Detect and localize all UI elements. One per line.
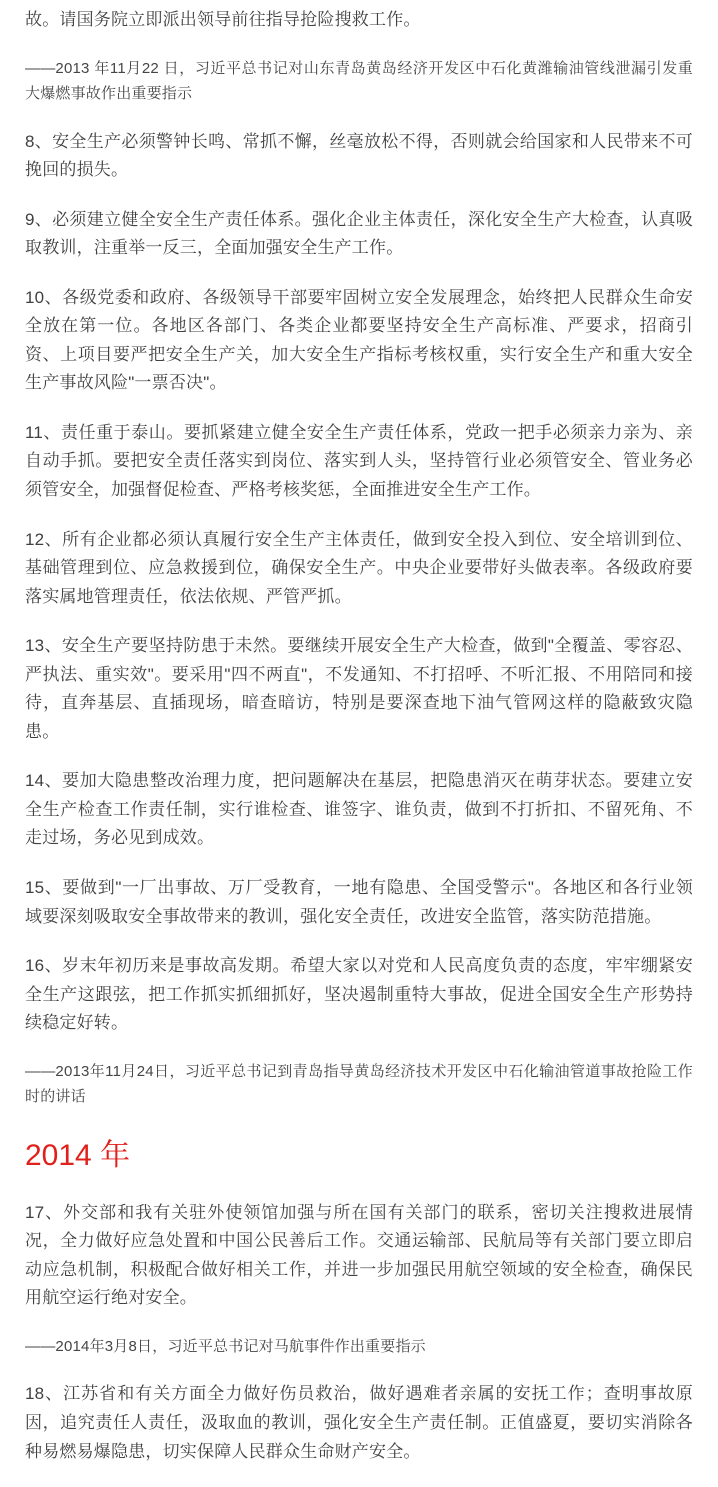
citation-source: ——2013 年11月22 日，习近平总书记对山东青岛黄岛经济开发区中石化黄潍输油管线泄漏引发重大爆燃事故作出重要指示 — [25, 59, 693, 103]
citation-source: ——2014年3月8日，习近平总书记对马航事件作出重要指示 — [25, 1337, 426, 1355]
paragraph-item-9: 9、必须建立健全安全生产责任体系。强化企业主体责任，深化安全生产大检查，认真吸取教训，注重举一反三，全面加强安全生产工作。 — [25, 209, 693, 258]
paragraph-item-11: 11、责任重于泰山。要抓紧建立健全安全生产责任体系，党政一把手必须亲力亲为、亲自动手抓。要把安全责任落实到岗位、落实到人头，坚持管行业必须管安全、管业务必须管安全，加强督促检查、严格考核奖惩，全面推进安全生产工作。 — [25, 422, 693, 500]
citation-source: ——2013年11月24日，习近平总书记到青岛指导黄岛经济技术开发区中石化输油管道事故抢险工作时的讲话 — [25, 1062, 693, 1106]
paragraph-item-14: 14、要加大隐患整改治理力度，把问题解决在基层，把隐患消灭在萌芽状态。要建立安全生产检查工作责任制，实行谁检查、谁签字、谁负责，做到不打折扣、不留死角、不走过场，务必见到成效。 — [25, 771, 693, 848]
paragraph-item-16: 16、岁末年初历来是事故高发期。希望大家以对党和人民高度负责的态度，牢牢绷紧安全生产这跟弦，把工作抓实抓细抓好，坚决遏制重特大事故，促进全国安全生产形势持续稳定好转。 — [25, 956, 693, 1033]
paragraph-item-13: 13、安全生产要坚持防患于未然。要继续开展安全生产大检查，做到"全覆盖、零容忍、严执法、重实效"。要采用"四不两直"，不发通知、不打招呼、不听汇报、不用陪同和接待，直奔基层、直插现场，暗查暗访，特别是要深查地下油气管网这样的隐蔽致灾隐患。 — [25, 636, 693, 741]
paragraph-item-18: 18、江苏省和有关方面全力做好伤员救治，做好遇难者亲属的安抚工作；查明事故原因，追究责任人责任，汲取血的教训，强化安全生产责任制。正值盛夏，要切实消除各种易燃易爆隐患，切实保障人民群众生命财产安全。 — [25, 1384, 693, 1461]
paragraph-item-10: 10、各级党委和政府、各级领导干部要牢固树立安全发展理念，始终把人民群众生命安全放在第一位。各地区各部门、各类企业都要坚持安全生产高标准、严要求，招商引资、上项目要严把安全生产关，加大安全生产指标考核权重，实行安全生产和重大安全生产事故风险"一票否决"。 — [25, 287, 693, 393]
year-section-heading: 2014 年 — [25, 1138, 131, 1172]
paragraph-item-17: 17、外交部和我有关驻外使领馆加强与所在国有关部门的联系，密切关注搜救进展情况，全力做好应急处置和中国公民善后工作。交通运输部、民航局等有关部门要立即启动应急机制，积极配合做好相关工作，并进一步加强民用航空领域的安全检查，确保民用航空运行绝对安全。 — [25, 1202, 693, 1308]
paragraph-item-12: 12、所有企业都必须认真履行安全生产主体责任，做到安全投入到位、安全培训到位、基础管理到位、应急救援到位，确保安全生产。中央企业要带好头做表率。各级政府要落实属地管理责任，依法依规、严管严抓。 — [25, 529, 693, 606]
paragraph-continuation: 故。请国务院立即派出领导前往指导抢险搜救工作。 — [25, 10, 421, 29]
paragraph-item-8: 8、安全生产必须警钟长鸣、常抓不懈，丝毫放松不得，否则就会给国家和人民带来不可挽回的损失。 — [25, 131, 693, 180]
paragraph-item-15: 15、要做到"一厂出事故、万厂受教育，一地有隐患、全国受警示"。各地区和各行业领域要深刻吸取安全事故带来的教训，强化安全责任，改进安全监管，落实防范措施。 — [25, 878, 693, 926]
